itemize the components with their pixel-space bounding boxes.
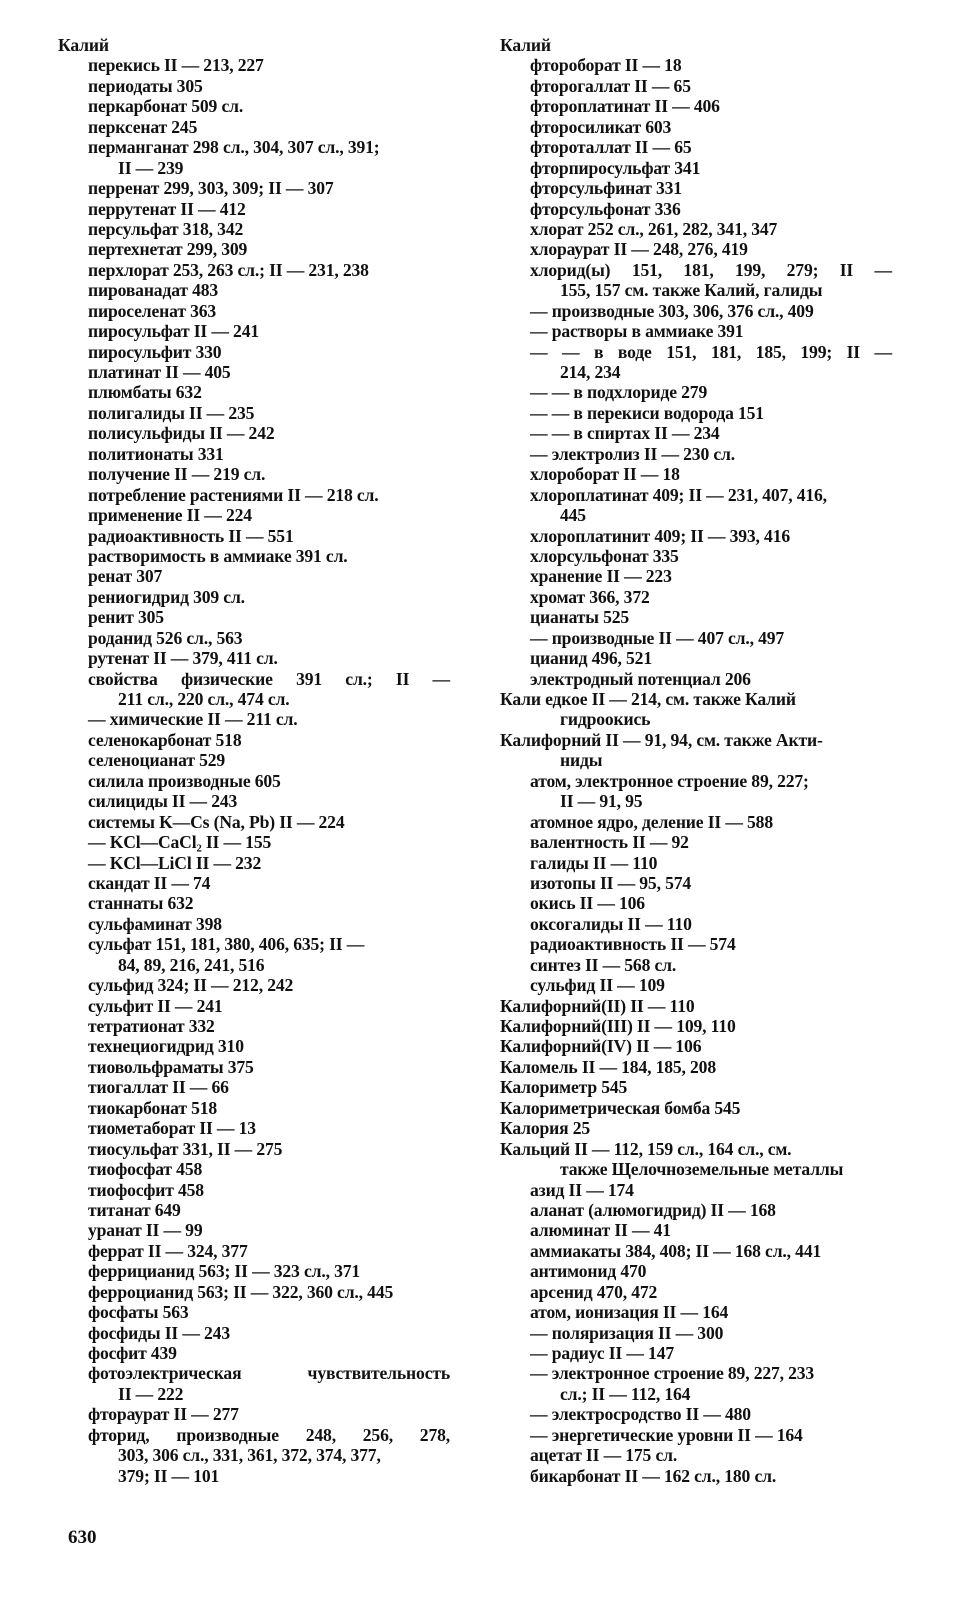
index-continuation-line: II — 222 <box>118 1383 184 1404</box>
index-subentry: цианаты 525 <box>530 607 630 628</box>
index-subentry: хлоробoрат II — 18 <box>530 464 680 485</box>
index-heading-entry: Калифорний(II) II — 110 <box>500 995 695 1016</box>
index-subentry: силициды II — 243 <box>88 791 238 812</box>
index-subentry: галиды II — 110 <box>530 852 658 873</box>
index-subentry: хлорат 252 сл., 261, 282, 341, 347 <box>530 218 778 239</box>
index-subentry: тиосульфат 331, II — 275 <box>88 1138 283 1159</box>
index-subentry: полисульфиды II — 242 <box>88 423 275 444</box>
index-subentry: фторосиликат 603 <box>530 116 672 137</box>
index-subentry: хлораурат II — 248, 276, 419 <box>530 239 748 260</box>
index-subentry: — — в перекиси водорода 151 <box>530 402 764 423</box>
index-subentry: сульфид 324; II — 212, 242 <box>88 975 294 996</box>
index-subentry: фторсульфонат 336 <box>530 198 681 219</box>
index-subentry: — электронное строение 89, 227, 233 <box>530 1363 815 1384</box>
index-subentry: — электролиз II — 230 сл. <box>530 443 735 464</box>
index-continuation-line: 214, 234 <box>560 362 621 382</box>
index-continuation-line: также Щелочноземельные металлы <box>560 1159 844 1180</box>
index-continuation-line: 155, 157 см. также Калий, галиды <box>560 280 823 301</box>
index-subentry: персульфат 318, 342 <box>88 218 244 239</box>
index-subentry: — — в подхлориде 279 <box>530 382 708 403</box>
index-subentry: синтез II — 568 сл. <box>530 954 677 975</box>
index-heading-entry: Калий <box>58 35 109 55</box>
index-subentry: перманганат 298 сл., 304, 307 сл., 391; <box>88 137 380 158</box>
index-subentry: — — в воде 151, 181, 185, 199; II — <box>530 341 892 362</box>
index-subentry: пертехнетат 299, 309 <box>88 239 248 260</box>
index-subentry: фторогаллат II — 65 <box>530 75 691 96</box>
index-subentry: фтороборат II — 18 <box>530 55 682 76</box>
index-subentry: феррат II — 324, 377 <box>88 1240 248 1261</box>
index-subentry: пироселенат 363 <box>88 300 217 321</box>
index-continuation-line: 445 <box>560 505 586 526</box>
index-subentry: периодаты 305 <box>88 75 203 96</box>
index-subentry: потребление растениями II — 218 сл. <box>88 484 379 505</box>
index-subentry: арсенид 470, 472 <box>530 1281 658 1302</box>
index-subentry: фторпиросульфат 341 <box>530 157 701 178</box>
index-subentry: свойства физические 391 сл.; II — <box>88 668 450 689</box>
index-subentry: рениогидрид 309 сл. <box>88 586 245 607</box>
index-subentry: — производные 303, 306, 376 сл., 409 <box>530 300 814 321</box>
index-subentry: фторсульфинат 331 <box>530 178 682 199</box>
index-continuation-line: ниды <box>560 750 603 771</box>
index-subentry: аланат (алюмогидрид) II — 168 <box>530 1199 776 1220</box>
index-subentry: перксенат 245 <box>88 116 198 137</box>
index-subentry: фосфиды II — 243 <box>88 1322 230 1343</box>
index-subentry: ферроцианид 563; II — 322, 360 сл., 445 <box>88 1281 394 1302</box>
index-subentry: платинат II — 405 <box>88 362 231 382</box>
index-continuation-line: II — 91, 95 <box>560 791 643 812</box>
index-subentry: тиогаллат II — 66 <box>88 1077 229 1098</box>
index-subentry: азид II — 174 <box>530 1179 634 1200</box>
index-subentry: технециогидрид 310 <box>88 1036 244 1057</box>
index-heading-entry: Кали едкое II — 214, см. также Калий <box>500 689 796 709</box>
index-subentry: роданид 526 сл., 563 <box>88 627 243 648</box>
index-subentry: — производные II — 407 сл., 497 <box>530 627 785 648</box>
index-subentry: антимонид 470 <box>530 1261 647 1282</box>
index-subentry: — KCl—LiCl II — 232 <box>88 852 262 873</box>
index-heading-entry: Калифорний(IV) II — 106 <box>500 1036 702 1057</box>
index-heading-entry: Кальций II — 112, 159 сл., 164 сл., см. <box>500 1138 792 1159</box>
index-subentry: пиросульфит 330 <box>88 341 222 362</box>
index-subentry: атомное ядро, деление II — 588 <box>530 811 773 832</box>
index-subentry: сульфит II — 241 <box>88 995 223 1016</box>
index-subentry: оксогалиды II — 110 <box>530 913 692 934</box>
index-subentry: ренат 307 <box>88 566 163 587</box>
index-subentry: аммиакаты 384, 408; II — 168 сл., 441 <box>530 1240 822 1261</box>
index-subentry: растворимость в аммиаке 391 сл. <box>88 545 348 566</box>
index-subentry: бикарбонат II — 162 сл., 180 сл. <box>530 1465 777 1486</box>
index-subentry: полигалиды II — 235 <box>88 402 255 423</box>
index-subentry: радиоактивность II — 574 <box>530 934 736 955</box>
index-subentry: скандат II — 74 <box>88 872 211 893</box>
index-subentry: — — в спиртах II — 234 <box>530 423 720 444</box>
index-subentry: радиоактивность II — 551 <box>88 525 294 546</box>
index-subentry: электродный потенциал 206 <box>530 668 751 689</box>
index-continuation-line: II — 239 <box>118 157 184 178</box>
index-subentry: хлороплатинит 409; II — 393, 416 <box>530 525 790 546</box>
index-subentry: рутенат II — 379, 411 сл. <box>88 648 278 669</box>
index-continuation-line: 84, 89, 216, 241, 516 <box>118 954 265 975</box>
index-heading-entry: Каломель II — 184, 185, 208 <box>500 1056 716 1077</box>
index-continuation-line: 379; II — 101 <box>118 1465 220 1486</box>
index-subentry: перкарбонат 509 сл. <box>88 96 244 117</box>
index-subentry: перхлорат 253, 263 сл.; II — 231, 238 <box>88 259 369 280</box>
index-subentry: хромат 366, 372 <box>530 586 650 607</box>
index-subentry: валентность II — 92 <box>530 832 689 853</box>
index-subentry: сульфаминат 398 <box>88 913 222 934</box>
index-subentry: фтораурат II — 277 <box>88 1404 239 1425</box>
index-subentry: селеноцианат 529 <box>88 750 226 771</box>
index-subentry: ренит 305 <box>88 607 164 628</box>
index-column-right <box>500 35 892 1486</box>
index-subentry: пиросульфат II — 241 <box>88 321 259 342</box>
index-subentry: изотопы II — 95, 574 <box>530 872 692 893</box>
index-subentry: — KCl—CaCl₂ II — 155 <box>88 832 272 853</box>
index-subentry: титанат 649 <box>88 1199 181 1220</box>
index-subentry: феррицианид 563; II — 323 сл., 371 <box>88 1261 361 1282</box>
index-subentry: — электросродство II — 480 <box>530 1404 751 1425</box>
index-subentry: тиофосфат 458 <box>88 1159 203 1180</box>
index-subentry: сульфид II — 109 <box>530 975 665 996</box>
index-subentry: атом, электронное строение 89, 227; <box>530 770 809 791</box>
index-subentry: фтороплатинат II — 406 <box>530 96 720 117</box>
index-subentry: атом, ионизация II — 164 <box>530 1302 729 1323</box>
index-continuation-line: 303, 306 сл., 331, 361, 372, 374, 377, <box>118 1445 381 1466</box>
index-subentry: — энергетические уровни II — 164 <box>530 1424 803 1445</box>
index-heading-entry: Калориметрическая бомба 545 <box>500 1097 741 1118</box>
index-heading-entry: Калий <box>500 35 551 55</box>
index-subentry: сульфат 151, 181, 380, 406, 635; II — <box>88 934 365 955</box>
index-heading-entry: Калифорний II — 91, 94, см. также Акти- <box>500 729 823 750</box>
index-subentry: получение II — 219 сл. <box>88 464 266 485</box>
index-subentry: силила производные 605 <box>88 770 281 791</box>
index-subentry: станнаты 632 <box>88 893 194 914</box>
index-subentry: хранение II — 223 <box>530 566 672 587</box>
index-subentry: селенокарбонат 518 <box>88 729 242 750</box>
index-subentry: фторид, производные 248, 256, 278, <box>88 1424 450 1445</box>
index-subentry: хлорсульфонат 335 <box>530 545 679 566</box>
index-subentry: — поляризация II — 300 <box>530 1322 724 1343</box>
index-subentry: перекись II — 213, 227 <box>88 55 264 76</box>
index-subentry: тиометаборат II — 13 <box>88 1118 256 1139</box>
index-subentry: цианид 496, 521 <box>530 648 652 669</box>
index-subentry: уранат II — 99 <box>88 1220 203 1241</box>
index-subentry: алюминат II — 41 <box>530 1220 671 1241</box>
index-heading-entry: Калория 25 <box>500 1118 591 1139</box>
index-subentry: перренат 299, 303, 309; II — 307 <box>88 178 334 199</box>
index-subentry: фосфаты 563 <box>88 1302 189 1323</box>
index-subentry: фтороталлат II — 65 <box>530 137 692 158</box>
index-subentry: пированадат 483 <box>88 280 219 301</box>
index-subentry: фосфит 439 <box>88 1343 177 1363</box>
index-subentry: — химические II — 211 сл. <box>88 709 298 730</box>
index-subentry: тиофосфит 458 <box>88 1179 204 1200</box>
index-subentry: фотоэлектрическая чувствительность <box>88 1363 450 1384</box>
index-subentry: политионаты 331 <box>88 443 224 464</box>
index-continuation-line: 211 сл., 220 сл., 474 сл. <box>118 689 290 709</box>
index-column-left <box>58 35 450 1486</box>
index-subentry: окись II — 106 <box>530 893 645 914</box>
index-subentry: системы K—Cs (Na, Pb) II — 224 <box>88 811 345 832</box>
index-subentry: хлороплатинат 409; II — 231, 407, 416, <box>530 484 827 505</box>
index-subentry: тиовольфраматы 375 <box>88 1056 254 1077</box>
index-subentry: плюмбаты 632 <box>88 382 202 403</box>
index-subentry: тетратионат 332 <box>88 1016 215 1036</box>
index-subentry: хлорид(ы) 151, 181, 199, 279; II — <box>530 259 892 280</box>
index-subentry: — радиус II — 147 <box>530 1343 674 1363</box>
index-subentry: тиокарбонат 518 <box>88 1097 218 1118</box>
index-continuation-line: гидроокись <box>560 709 651 730</box>
index-subentry: перрутенат II — 412 <box>88 198 246 219</box>
index-continuation-line: сл.; II — 112, 164 <box>560 1383 691 1404</box>
index-subentry: применение II — 224 <box>88 505 252 526</box>
index-heading-entry: Калориметр 545 <box>500 1077 628 1098</box>
index-subentry: — растворы в аммиаке 391 <box>530 321 744 342</box>
index-subentry: ацетат II — 175 сл. <box>530 1445 678 1466</box>
page-number: 630 <box>68 1527 97 1548</box>
index-heading-entry: Калифорний(III) II — 109, 110 <box>500 1016 736 1036</box>
